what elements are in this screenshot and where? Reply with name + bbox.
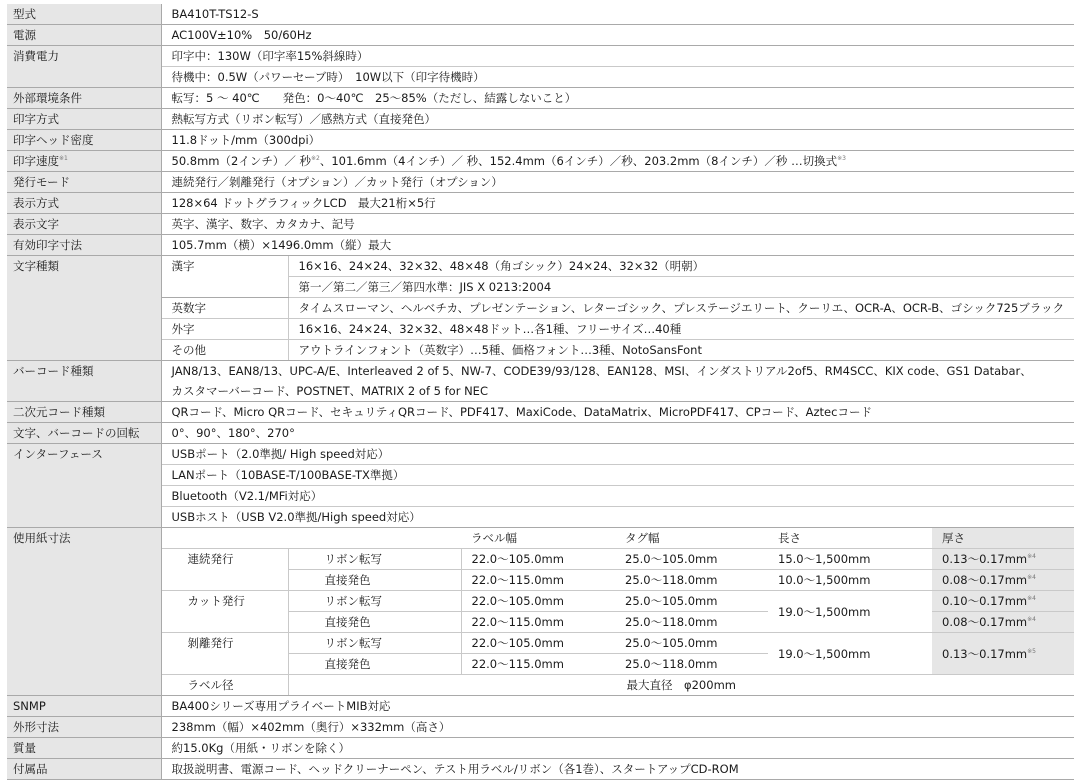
row-print-method bbox=[7, 109, 1074, 130]
row-print-speed bbox=[7, 151, 1074, 172]
label-print-method: 印字方式 bbox=[7, 109, 161, 130]
spec-table bbox=[7, 4, 1074, 780]
label-weight: 質量 bbox=[7, 738, 161, 759]
media-type-direct: 直接発色 bbox=[288, 654, 461, 675]
row-consumption bbox=[7, 46, 1074, 67]
row-snmp bbox=[7, 696, 1074, 717]
row-interface-4 bbox=[7, 507, 1074, 528]
row-barcode bbox=[7, 361, 1074, 382]
row-code2d bbox=[7, 402, 1074, 423]
label-print-speed-text: 印字速度 bbox=[13, 154, 59, 168]
footnote-marker: ※4 bbox=[1027, 553, 1036, 560]
media-cell bbox=[932, 549, 1074, 570]
fonts-kanji-line2: 第一／第二／第三／第四水準：JIS X 0213:2004 bbox=[288, 277, 1074, 298]
media-type-direct: 直接発色 bbox=[288, 570, 461, 591]
label-dimensions: 外形寸法 bbox=[7, 717, 161, 738]
media-type-ribbon: リボン転写 bbox=[288, 549, 461, 570]
media-header-tag: タグ幅 bbox=[615, 528, 768, 549]
value-power: AC100V±10% 50/60Hz bbox=[161, 25, 1074, 46]
row-weight bbox=[7, 738, 1074, 759]
interface-item: USBホスト（USB V2.0準拠/High speed対応） bbox=[161, 507, 1074, 528]
row-media-diameter bbox=[7, 675, 1074, 696]
interface-item: LANポート（10BASE-T/100BASE-TX準拠） bbox=[161, 465, 1074, 486]
label-code2d: 二次元コード種類 bbox=[7, 402, 161, 423]
media-header-width: ラベル幅 bbox=[461, 528, 615, 549]
value-environment: 転写：5 ～ 40℃ 発色：0～40℃ 25～85%（ただし、結露しないこと） bbox=[161, 88, 1074, 109]
label-rotation: 文字、バーコードの回転 bbox=[7, 423, 161, 444]
value-head-density: 11.8ドット/mm（300dpi） bbox=[161, 130, 1074, 151]
row-head-density bbox=[7, 130, 1074, 151]
value-snmp: BA400シリーズ専用プライベートMIB対応 bbox=[161, 696, 1074, 717]
row-rotation bbox=[7, 423, 1074, 444]
media-mode-peel: 剝離発行 bbox=[161, 633, 288, 675]
row-fonts-other bbox=[7, 340, 1074, 361]
value-print-area: 105.7mm（横）×1496.0mm（縦）最大 bbox=[161, 235, 1074, 256]
row-display-chars bbox=[7, 214, 1074, 235]
label-head-density: 印字ヘッド密度 bbox=[7, 130, 161, 151]
label-barcode: バーコード種類 bbox=[7, 361, 161, 402]
label-consumption: 消費電力 bbox=[7, 46, 161, 88]
label-accessories: 付属品 bbox=[7, 759, 161, 780]
fonts-gaiji-value: 16×16、24×24、32×32、48×48ドット…各1種、フリーサイズ…40種 bbox=[288, 319, 1074, 340]
media-cell: 22.0～115.0mm bbox=[461, 654, 615, 675]
row-media-peel-ribbon bbox=[7, 633, 1074, 654]
row-environment bbox=[7, 88, 1074, 109]
fonts-other-label: その他 bbox=[161, 340, 288, 361]
value-barcode-1: JAN8/13、EAN8/13、UPC-A/E、Interleaved 2 of 5、NW-7、CODE39/93/128、EAN128、MSI、インダストリアル2of5、RM4SCC、KIX code、GS1 Databar、 bbox=[171, 364, 1032, 378]
label-model: 型式 bbox=[7, 4, 161, 25]
media-cell: 25.0～118.0mm bbox=[615, 570, 768, 591]
media-thickness: 0.13～0.17mm bbox=[942, 646, 1028, 661]
media-cell: 22.0～105.0mm bbox=[461, 633, 615, 654]
media-diameter-label: ラベル径 bbox=[161, 675, 288, 696]
fonts-kanji-label: 漢字 bbox=[161, 256, 288, 298]
media-cell: 10.0～1,500mm bbox=[768, 570, 932, 591]
footnote-marker: ※1 bbox=[59, 155, 68, 162]
media-cell bbox=[932, 570, 1074, 591]
label-fonts: 文字種類 bbox=[7, 256, 161, 361]
media-cell: 22.0～115.0mm bbox=[461, 570, 615, 591]
row-accessories bbox=[7, 759, 1074, 780]
media-cell: 22.0～105.0mm bbox=[461, 549, 615, 570]
value-accessories: 取扱説明書、電源コード、ヘッドクリーナーペン、テスト用ラベル/リボン（各1巻）、スタートアップCD-ROM bbox=[161, 759, 1074, 780]
row-model bbox=[7, 4, 1074, 25]
value-print-speed-a: 50.8mm（2インチ）／ 秒 bbox=[171, 154, 311, 168]
value-issue-mode: 連続発行／剝離発行（オプション）／カット発行（オプション） bbox=[161, 172, 1074, 193]
label-issue-mode: 発行モード bbox=[7, 172, 161, 193]
value-rotation: 0°、90°、180°、270° bbox=[161, 423, 1074, 444]
media-cell: 25.0～105.0mm bbox=[615, 549, 768, 570]
media-diameter-value: 最大直径 φ200mm bbox=[288, 675, 1074, 696]
media-cell: 19.0～1,500mm bbox=[768, 633, 932, 675]
row-print-area bbox=[7, 235, 1074, 256]
value-display-chars: 英字、漢字、数字、カタカナ、記号 bbox=[161, 214, 1074, 235]
media-type-direct: 直接発色 bbox=[288, 612, 461, 633]
value-consumption-1: 印字中：130W（印字率15%斜線時） bbox=[161, 46, 1074, 67]
media-cell bbox=[932, 633, 1074, 675]
row-media-header bbox=[7, 528, 1074, 549]
footnote-marker: ※4 bbox=[1027, 595, 1036, 602]
media-cell: 25.0～105.0mm bbox=[615, 591, 768, 612]
media-cell: 19.0～1,500mm bbox=[768, 591, 932, 633]
row-consumption-2 bbox=[7, 67, 1074, 88]
media-header-thickness: 厚さ bbox=[932, 528, 1074, 549]
footnote-marker: ※3 bbox=[837, 155, 846, 162]
label-snmp: SNMP bbox=[7, 696, 161, 717]
fonts-alnum-value: タイムスローマン、ヘルベチカ、プレゼンテーション、レターゴシック、プレステージエリート、クーリエ、OCR-A、OCR-B、ゴシック725ブラック bbox=[288, 298, 1074, 319]
footnote-marker: ※4 bbox=[1027, 574, 1036, 581]
media-cell: 25.0～118.0mm bbox=[615, 654, 768, 675]
label-display: 表示方式 bbox=[7, 193, 161, 214]
row-fonts-alnum bbox=[7, 298, 1074, 319]
row-media-cut-ribbon bbox=[7, 591, 1074, 612]
row-display bbox=[7, 193, 1074, 214]
footnote-marker: ※2 bbox=[310, 155, 320, 162]
value-dimensions: 238mm（幅）×402mm（奥行）×332mm（高さ） bbox=[161, 717, 1074, 738]
row-fonts-kanji bbox=[7, 256, 1074, 277]
media-cell: 22.0～115.0mm bbox=[461, 612, 615, 633]
media-header-length: 長さ bbox=[768, 528, 932, 549]
media-header-blank bbox=[161, 528, 461, 549]
value-print-speed-b: 、101.6mm（4インチ）／ 秒、152.4mm（6インチ）／秒、203.2mm（8インチ）／秒 …切換式 bbox=[319, 154, 838, 168]
row-fonts-gaiji bbox=[7, 319, 1074, 340]
fonts-gaiji-label: 外字 bbox=[161, 319, 288, 340]
row-dimensions bbox=[7, 717, 1074, 738]
media-cell: 25.0～118.0mm bbox=[615, 612, 768, 633]
fonts-other-value: アウトラインフォント（英数字）…5種、価格フォント…3種、NotoSansFont bbox=[288, 340, 1074, 361]
media-type-ribbon: リボン転写 bbox=[288, 591, 461, 612]
label-media: 使用紙寸法 bbox=[7, 528, 161, 696]
value-weight: 約15.0Kg（用紙・リボンを除く） bbox=[161, 738, 1074, 759]
media-type-ribbon: リボン転写 bbox=[288, 633, 461, 654]
media-cell: 22.0～105.0mm bbox=[461, 591, 615, 612]
value-print-speed bbox=[161, 151, 1074, 172]
label-print-area: 有効印字寸法 bbox=[7, 235, 161, 256]
row-interface-1 bbox=[7, 444, 1074, 465]
value-barcode-2: カスタマーバーコード、POSTNET、MATRIX 2 of 5 for NEC bbox=[161, 381, 1074, 402]
row-interface-2 bbox=[7, 465, 1074, 486]
value-print-method: 熱転写方式（リボン転写）／感熱方式（直接発色） bbox=[161, 109, 1074, 130]
fonts-kanji-line1: 16×16、24×24、32×32、48×48（角ゴシック）24×24、32×32（明朝） bbox=[288, 256, 1074, 277]
row-media-cont-ribbon bbox=[7, 549, 1074, 570]
footnote-marker: ※5 bbox=[1027, 647, 1036, 655]
row-barcode-2 bbox=[7, 381, 1074, 402]
media-mode-continuous: 連続発行 bbox=[161, 549, 288, 591]
interface-item: Bluetooth（V2.1/MFi対応） bbox=[161, 486, 1074, 507]
media-cell: 15.0～1,500mm bbox=[768, 549, 932, 570]
media-mode-cut: カット発行 bbox=[161, 591, 288, 633]
media-cell: 25.0～105.0mm bbox=[615, 633, 768, 654]
label-environment: 外部環境条件 bbox=[7, 88, 161, 109]
label-display-chars: 表示文字 bbox=[7, 214, 161, 235]
value-consumption-2: 待機中：0.5W（パワーセーブ時） 10W以下（印字待機時） bbox=[161, 67, 1074, 88]
value-display: 128×64 ドットグラフィックLCD 最大21桁×5行 bbox=[161, 193, 1074, 214]
media-cell bbox=[932, 612, 1074, 633]
value-model: BA410T-TS12-S bbox=[161, 4, 1074, 25]
value-code2d: QRコード、Micro QRコード、セキュリティQRコード、PDF417、MaxiCode、DataMatrix、MicroPDF417、CPコード、Aztecコード bbox=[161, 402, 1074, 423]
media-thickness: 0.10～0.17mm bbox=[942, 594, 1028, 608]
row-power bbox=[7, 25, 1074, 46]
interface-item: USBポート（2.0準拠/ High speed対応） bbox=[161, 444, 1074, 465]
row-interface-3 bbox=[7, 486, 1074, 507]
media-thickness: 0.08～0.17mm bbox=[942, 573, 1028, 587]
fonts-alnum-label: 英数字 bbox=[161, 298, 288, 319]
footnote-marker: ※4 bbox=[1027, 616, 1036, 623]
media-thickness: 0.08～0.17mm bbox=[942, 615, 1028, 629]
label-print-speed bbox=[7, 151, 161, 172]
label-interface: インターフェース bbox=[7, 444, 161, 528]
row-issue-mode bbox=[7, 172, 1074, 193]
media-cell bbox=[932, 591, 1074, 612]
label-power: 電源 bbox=[7, 25, 161, 46]
media-thickness: 0.13～0.17mm bbox=[942, 552, 1028, 566]
